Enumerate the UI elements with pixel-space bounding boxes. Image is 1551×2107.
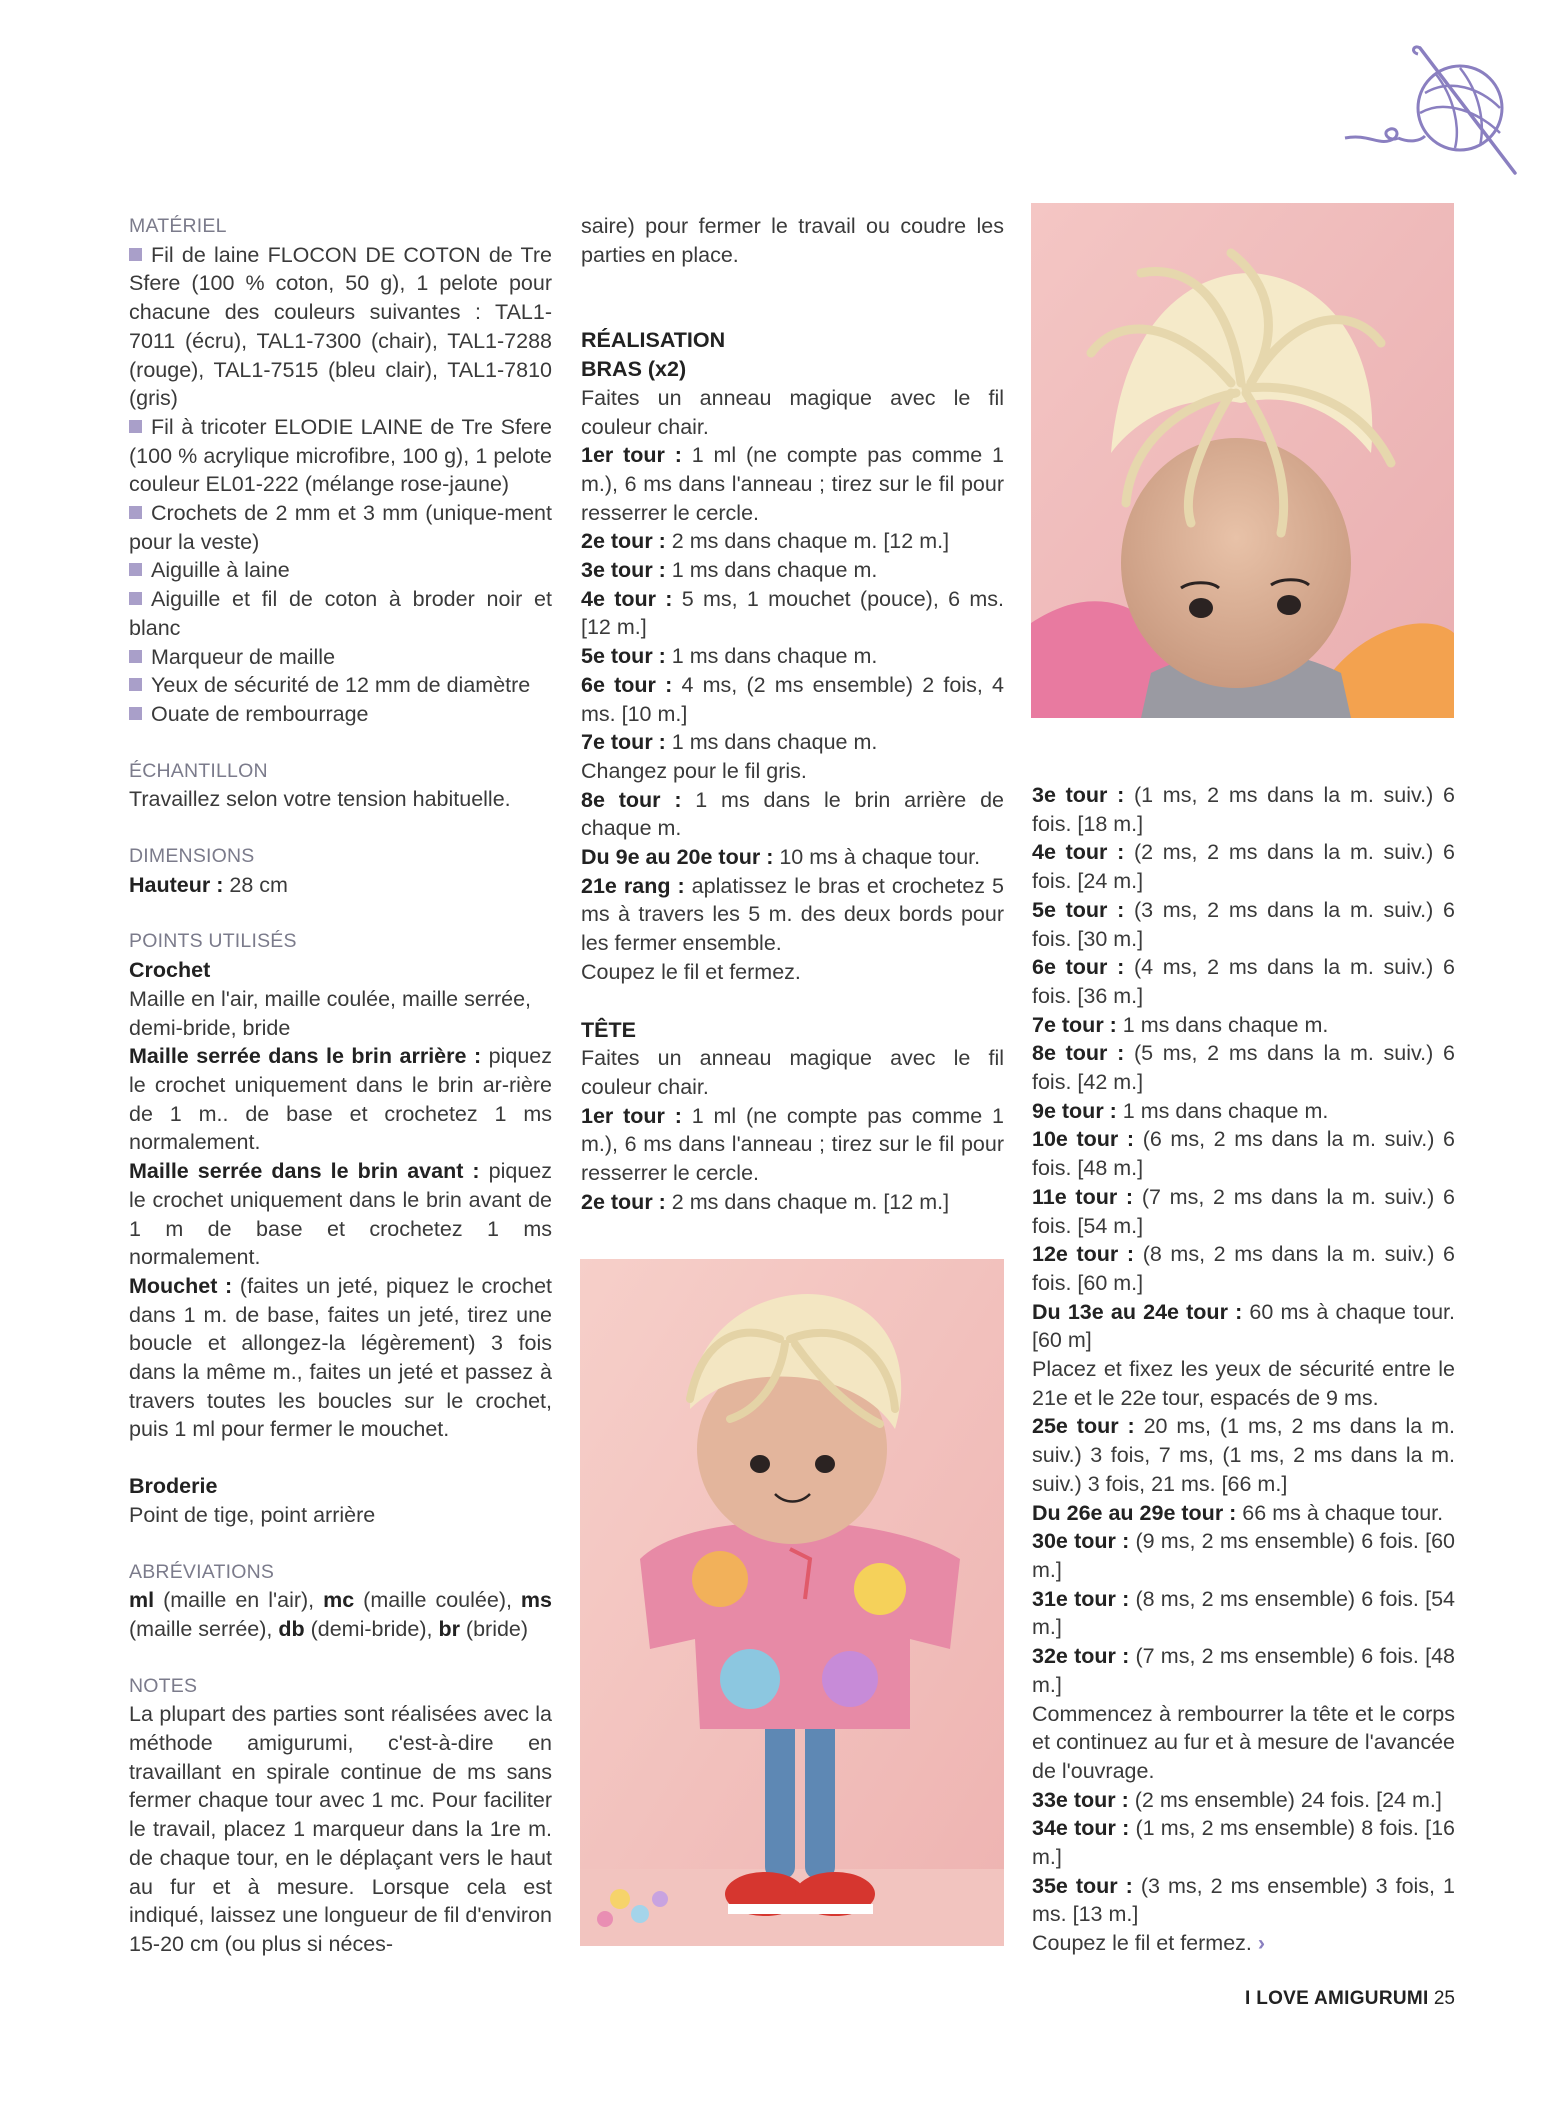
- round-label: 33e tour :: [1032, 1787, 1129, 1812]
- doll-head-photo: [1031, 203, 1454, 718]
- list-item: Aiguille à laine: [129, 556, 552, 585]
- round-text: (5 ms, 2 ms dans la m. suiv.) 6 fois. [42 m.]: [1032, 1041, 1455, 1095]
- crochet-text: Maille en l'air, maille coulée, maille serrée, demi-bride, bride: [129, 986, 532, 1040]
- instruction-row: [1032, 1298, 1455, 1355]
- instruction-row: [581, 1044, 1004, 1101]
- dimensions-label: Hauteur :: [129, 872, 224, 897]
- round-text: 1 ms dans le brin arrière de chaque m.: [581, 787, 1004, 841]
- materiel-heading: MATÉRIEL: [129, 215, 227, 237]
- round-label: 35e tour :: [1032, 1873, 1133, 1898]
- instruction-row: [1032, 1872, 1455, 1929]
- list-item: Fil à tricoter ELODIE LAINE de Tre Sfere (100 % acrylique microfibre, 100 g), 1 pelote couleur EL01-222 (mélange rose-jaune): [129, 413, 552, 499]
- round-label: 5e tour :: [1032, 897, 1125, 922]
- round-label: 8e tour :: [581, 787, 682, 812]
- instruction-row: [1032, 1039, 1455, 1096]
- realisation-heading: RÉALISATION: [581, 328, 726, 353]
- round-label: 10e tour :: [1032, 1127, 1135, 1152]
- instruction-row: [581, 1102, 1004, 1188]
- magazine-name: I LOVE AMIGURUMI: [1245, 1988, 1429, 2009]
- round-label: 2e tour :: [581, 1189, 666, 1214]
- stitch-text: piquez le crochet uniquement dans le brin ar-rière de 1 m.. de base et crochetez 1 ms normalement.: [129, 1044, 552, 1155]
- stitch-definition: [129, 1042, 552, 1157]
- stitch-text: piquez le crochet uniquement dans le brin avant de 1 m de base et crochetez 1 ms normalement.: [129, 1159, 552, 1270]
- list-item: Aiguille et fil de coton à broder noir et blanc: [129, 585, 552, 642]
- round-label: 1er tour :: [581, 1103, 682, 1128]
- round-label: 6e tour :: [1032, 955, 1125, 980]
- round-text: 20 ms, (1 ms, 2 ms dans la m. suiv.) 3 fois, 7 ms, (1 ms, 2 ms dans la m. suiv.) 3 fois, 21 ms. [66 m.]: [1032, 1414, 1455, 1496]
- round-text: Faites un anneau magique avec le fil couleur chair.: [581, 1046, 1004, 1099]
- materiel-list: [129, 241, 552, 729]
- left-column: [129, 212, 552, 1959]
- round-text: Commencez à rembourrer la tête et le corps et continuez au fur et à mesure de l'avancée de l'ouvrage.: [1032, 1701, 1455, 1783]
- instruction-row: [1032, 1585, 1455, 1642]
- bras-instructions: [581, 384, 1004, 987]
- instruction-row: [581, 728, 1004, 757]
- list-item: Ouate de rembourrage: [129, 700, 552, 729]
- dimensions-heading: DIMENSIONS: [129, 845, 255, 868]
- notes-heading: NOTES: [129, 1674, 198, 1697]
- instruction-row: [1032, 838, 1455, 895]
- round-label: 6e tour :: [581, 672, 673, 697]
- right-column: [1032, 781, 1455, 1958]
- stitch-definition: [129, 1272, 552, 1444]
- round-text: (3 ms, 2 ms ensemble) 3 fois, 1 ms. [13 m.]: [1032, 1873, 1455, 1927]
- broderie-text: Point de tige, point arrière: [129, 1502, 376, 1527]
- round-text: (8 ms, 2 ms ensemble) 6 fois. [54 m.]: [1032, 1586, 1456, 1640]
- instruction-row: [581, 384, 1004, 441]
- round-label: 1er tour :: [581, 443, 682, 468]
- instruction-row: [581, 786, 1004, 843]
- round-text: (9 ms, 2 ms ensemble) 6 fois. [60 m.]: [1032, 1529, 1456, 1582]
- instruction-row: [1032, 1929, 1455, 1958]
- round-label: 5e tour :: [581, 644, 666, 669]
- broderie-subheading: Broderie: [129, 1474, 218, 1499]
- instruction-row: [581, 441, 1004, 527]
- echantillon-text: Travaillez selon votre tension habituelle.: [129, 787, 511, 812]
- round-label: 12e tour :: [1032, 1242, 1135, 1267]
- points-heading: POINTS UTILISÉS: [129, 930, 297, 953]
- instruction-row: [1032, 1527, 1455, 1584]
- instruction-row: [1032, 953, 1455, 1010]
- tete-instructions: [581, 1044, 1004, 1216]
- round-label: 34e tour :: [1032, 1816, 1130, 1841]
- round-text: (3 ms, 2 ms dans la m. suiv.) 6 fois. [30 m.]: [1032, 897, 1455, 951]
- round-text: 4 ms, (2 ms ensemble) 2 fois, 4 ms. [10 m.]: [581, 672, 1004, 726]
- round-text: (1 ms, 2 ms dans la m. suiv.) 6 fois. [18 m.]: [1032, 783, 1455, 836]
- instruction-row: [1032, 1240, 1455, 1297]
- round-text: 1 ms dans chaque m.: [665, 644, 878, 669]
- instruction-row: [581, 843, 1004, 872]
- list-item: Crochets de 2 mm et 3 mm (unique-ment pour la veste): [129, 499, 552, 556]
- round-label: 9e tour :: [1032, 1098, 1117, 1123]
- instruction-row: [581, 642, 1004, 671]
- notes-continued: saire) pour fermer le travail ou coudre les parties en place.: [581, 214, 1004, 267]
- tete-heading: TÊTE: [581, 1017, 636, 1042]
- round-text: aplatissez le bras et crochetez 5 ms à travers les 5 m. des deux bords pour les fermer ensemble.: [581, 873, 1004, 956]
- round-text: (2 ms, 2 ms dans la m. suiv.) 6 fois. [24 m.]: [1032, 840, 1455, 894]
- round-text: (7 ms, 2 ms ensemble) 6 fois. [48 m.]: [1032, 1644, 1456, 1697]
- page-number: 25: [1433, 1988, 1455, 2009]
- round-text: Changez pour le fil gris.: [581, 758, 807, 783]
- instruction-row: [1032, 1125, 1455, 1182]
- instruction-row: [1032, 1642, 1455, 1699]
- instruction-row: [1032, 1499, 1455, 1528]
- yarn-ball-logo-icon: [1340, 38, 1520, 178]
- instruction-row: [1032, 1097, 1455, 1126]
- instruction-row: [581, 1188, 1004, 1217]
- round-label: 32e tour :: [1032, 1644, 1130, 1669]
- abreviations-text: ml (maille en l'air), mc (maille coulée), ms (maille serrée), db (demi-bride), br (bride): [129, 1588, 552, 1641]
- instruction-row: [581, 958, 1004, 987]
- round-text: 1 ml (ne compte pas comme 1 m.), 6 ms dans l'anneau ; tirez sur le fil pour resserrer le cercle.: [581, 443, 1004, 525]
- notes-text: La plupart des parties sont réalisées avec la méthode amigurumi, c'est-à-dire en travaillant en spirale continue de ms sans fermer chaque tour avec 1 mc. Pour faciliter le travail, placez 1 marqueur dans la 1re m. de chaque tour, en le déplaçant vers le haut au fur et à mesure. Lorsque cela est indiqué, laissez une longueur de fil d'environ 15-20 cm (ou plus si néces-: [129, 1702, 552, 1956]
- stitch-term: Maille serrée dans le brin avant :: [129, 1159, 480, 1184]
- instruction-row: [581, 671, 1004, 728]
- bras-heading: BRAS (x2): [581, 357, 687, 382]
- round-label: 7e tour :: [581, 730, 666, 755]
- stitch-term: Maille serrée dans le brin arrière :: [129, 1044, 482, 1069]
- round-text: 1 ms dans chaque m.: [665, 558, 878, 583]
- round-label: 31e tour :: [1032, 1586, 1130, 1611]
- instruction-row: [1032, 1412, 1455, 1498]
- list-item: Marqueur de maille: [129, 643, 552, 672]
- stitch-text: (faites un jeté, piquez le crochet dans 1 m. de base, faites un jeté, tirez une boucle et allongez-la légèrement) 3 fois dans la même m., faites un jeté et passez à travers toutes les boucles sur le crochet, puis 1 ml pour fermer le mouchet.: [129, 1273, 552, 1442]
- round-text: (1 ms, 2 ms ensemble) 8 fois. [16 m.]: [1032, 1816, 1456, 1870]
- round-text: 5 ms, 1 mouchet (pouce), 6 ms. [12 m.]: [581, 586, 1004, 640]
- round-label: 8e tour :: [1032, 1041, 1125, 1066]
- round-label: Du 26e au 29e tour :: [1032, 1500, 1237, 1525]
- middle-column: [581, 212, 1004, 1217]
- instruction-row: [1032, 1011, 1455, 1040]
- instruction-row: [1032, 1786, 1455, 1815]
- round-text: 2 ms dans chaque m. [12 m.]: [665, 1189, 950, 1214]
- instruction-row: [581, 757, 1004, 786]
- round-label: 2e tour :: [581, 529, 666, 554]
- round-label: 21e rang :: [581, 873, 685, 898]
- round-text: 66 ms à chaque tour.: [1236, 1500, 1444, 1525]
- round-text: 60 ms à chaque tour. [60 m]: [1032, 1299, 1455, 1353]
- echantillon-heading: ÉCHANTILLON: [129, 759, 268, 782]
- round-text: (4 ms, 2 ms dans la m. suiv.) 6 fois. [36 m.]: [1032, 955, 1455, 1008]
- round-label: 4e tour :: [581, 586, 673, 611]
- crochet-subheading: Crochet: [129, 958, 211, 983]
- round-text: (7 ms, 2 ms dans la m. suiv.) 6 fois. [54 m.]: [1032, 1184, 1455, 1238]
- instruction-row: [581, 585, 1004, 642]
- round-label: Du 9e au 20e tour :: [581, 845, 774, 870]
- round-label: 30e tour :: [1032, 1529, 1130, 1554]
- round-label: 4e tour :: [1032, 840, 1125, 865]
- stitch-definition: [129, 1157, 552, 1272]
- instruction-row: [1032, 896, 1455, 953]
- instruction-row: [1032, 1814, 1455, 1871]
- round-text: Coupez le fil et fermez.: [1032, 1931, 1252, 1956]
- instruction-row: [581, 872, 1004, 958]
- round-text: 1 ms dans chaque m.: [1116, 1098, 1329, 1123]
- instruction-row: [1032, 781, 1455, 838]
- round-text: Placez et fixez les yeux de sécurité entre le 21e et le 22e tour, espacés de 9 ms.: [1032, 1357, 1455, 1410]
- round-label: 11e tour :: [1032, 1184, 1134, 1209]
- round-label: 25e tour :: [1032, 1414, 1135, 1439]
- stitch-term: Mouchet :: [129, 1273, 233, 1298]
- round-text: 1 ml (ne compte pas comme 1 m.), 6 ms dans l'anneau ; tirez sur le fil pour resserrer le cercle.: [581, 1103, 1004, 1186]
- abreviations-heading: ABRÉVIATIONS: [129, 1560, 275, 1583]
- round-label: 3e tour :: [581, 558, 666, 583]
- round-label: 3e tour :: [1032, 783, 1125, 807]
- doll-full-photo: [580, 1259, 1004, 1946]
- round-label: 7e tour :: [1032, 1012, 1117, 1037]
- instruction-row: [1032, 1355, 1455, 1412]
- round-label: Du 13e au 24e tour :: [1032, 1299, 1243, 1324]
- instruction-row: [1032, 1183, 1455, 1240]
- dimensions-value: 28 cm: [229, 872, 288, 897]
- round-text: 2 ms dans chaque m. [12 m.]: [665, 529, 950, 554]
- round-text: 1 ms dans chaque m.: [665, 730, 878, 755]
- round-text: Faites un anneau magique avec le fil couleur chair.: [581, 385, 1004, 439]
- dimensions-text: [129, 871, 552, 900]
- list-item: Fil de laine FLOCON DE COTON de Tre Sfere (100 % coton, 50 g), 1 pelote pour chacune des couleurs suivantes : TAL1-7011 (écru), TAL1-7300 (chair), TAL1-7288 (rouge), TAL1-7515 (bleu clair), TAL1-7810 (gris): [129, 241, 552, 413]
- next-page-arrow-icon: ›: [1257, 1931, 1266, 1956]
- instruction-row: [581, 527, 1004, 556]
- round-text: 10 ms à chaque tour.: [773, 845, 981, 870]
- round-text: (2 ms ensemble) 24 fois. [24 m.]: [1128, 1787, 1442, 1812]
- list-item: Yeux de sécurité de 12 mm de diamètre: [129, 671, 552, 700]
- page-footer: [1245, 1988, 1455, 2010]
- instruction-row: [1032, 1700, 1455, 1786]
- round-text: (8 ms, 2 ms dans la m. suiv.) 6 fois. [60 m.]: [1032, 1242, 1455, 1295]
- tete-instructions-continued: [1032, 781, 1455, 1958]
- instruction-row: [581, 556, 1004, 585]
- round-text: 1 ms dans chaque m.: [1116, 1012, 1329, 1037]
- round-text: Coupez le fil et fermez.: [581, 959, 801, 984]
- round-text: (6 ms, 2 ms dans la m. suiv.) 6 fois. [48 m.]: [1032, 1127, 1455, 1181]
